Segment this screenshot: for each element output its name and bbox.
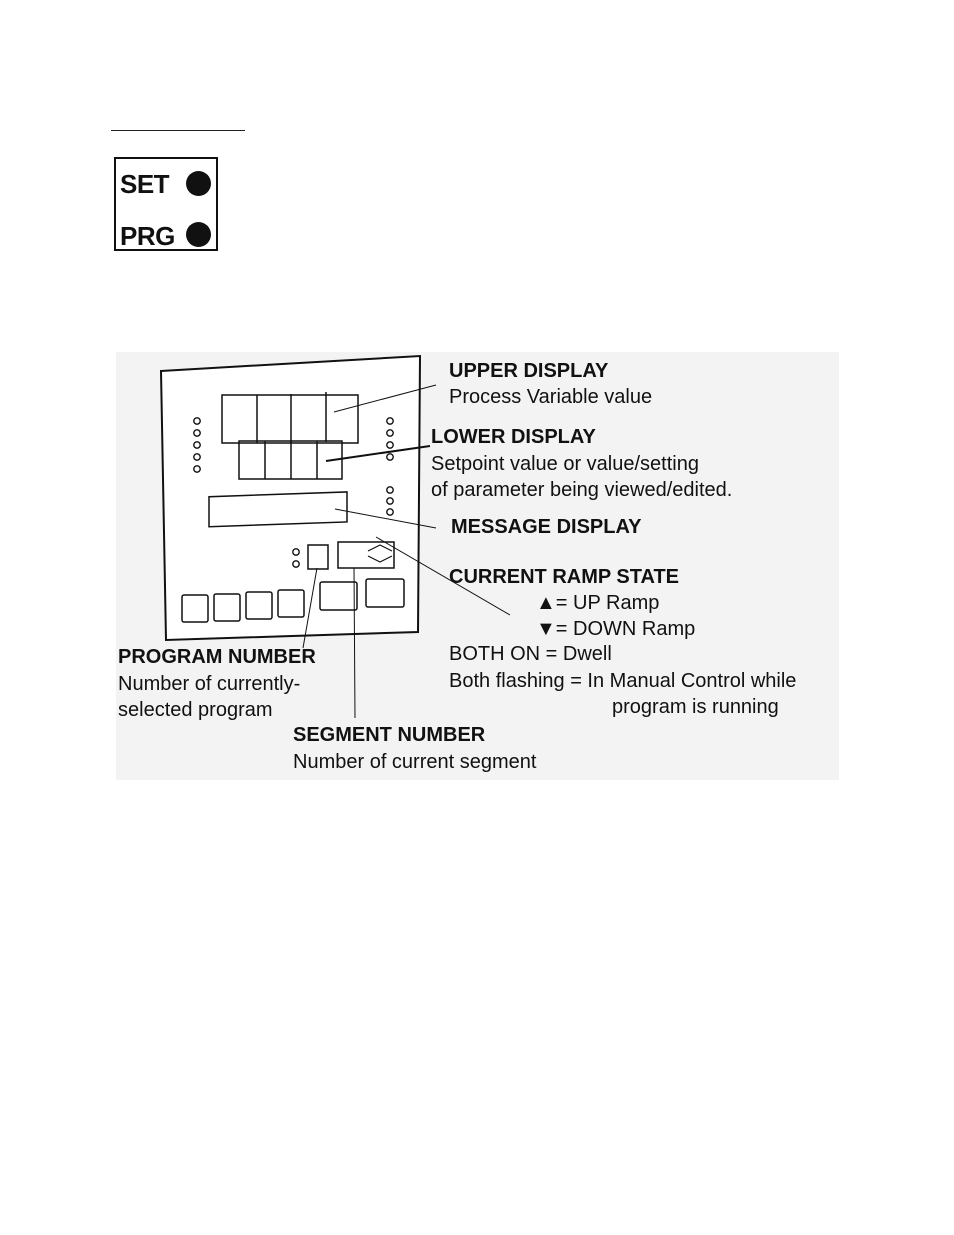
- key-legend-box: [114, 157, 218, 251]
- up-triangle-icon: ▲: [536, 592, 556, 614]
- ramp-both-on: BOTH ON = Dwell: [449, 643, 612, 665]
- down-triangle-icon: ▼: [536, 618, 556, 640]
- program-number-desc-2: selected program: [118, 699, 273, 721]
- ramp-up-line: [536, 590, 659, 616]
- program-number-title: PROGRAM NUMBER: [118, 646, 316, 668]
- upper-display-title: UPPER DISPLAY: [449, 360, 609, 382]
- controller-diagram: [116, 352, 839, 780]
- set-key-label: SET: [120, 169, 170, 199]
- segment-number-desc: Number of current segment: [293, 751, 537, 773]
- ramp-down-text: = DOWN Ramp: [555, 618, 696, 640]
- header-rule: [111, 130, 245, 131]
- ramp-up-text: = UP Ramp: [555, 592, 660, 614]
- program-number-desc-1: Number of currently-: [118, 673, 301, 695]
- ramp-down-line: [536, 616, 695, 642]
- prg-key-label: PRG: [120, 221, 175, 251]
- upper-display-desc: Process Variable value: [449, 386, 653, 408]
- lower-display-desc-2: of parameter being viewed/edited.: [431, 479, 733, 501]
- message-display-title: MESSAGE DISPLAY: [451, 516, 642, 538]
- set-indicator-icon: [186, 171, 211, 196]
- lower-display-desc-1: Setpoint value or value/setting: [431, 453, 699, 475]
- prg-indicator-icon: [186, 222, 211, 247]
- lower-display-title: LOWER DISPLAY: [431, 426, 596, 448]
- segment-number-title: SEGMENT NUMBER: [293, 724, 486, 746]
- ramp-flashing-1: Both flashing = In Manual Control while: [449, 670, 797, 692]
- ramp-flashing-2: program is running: [612, 696, 779, 718]
- ramp-state-title: CURRENT RAMP STATE: [449, 566, 679, 588]
